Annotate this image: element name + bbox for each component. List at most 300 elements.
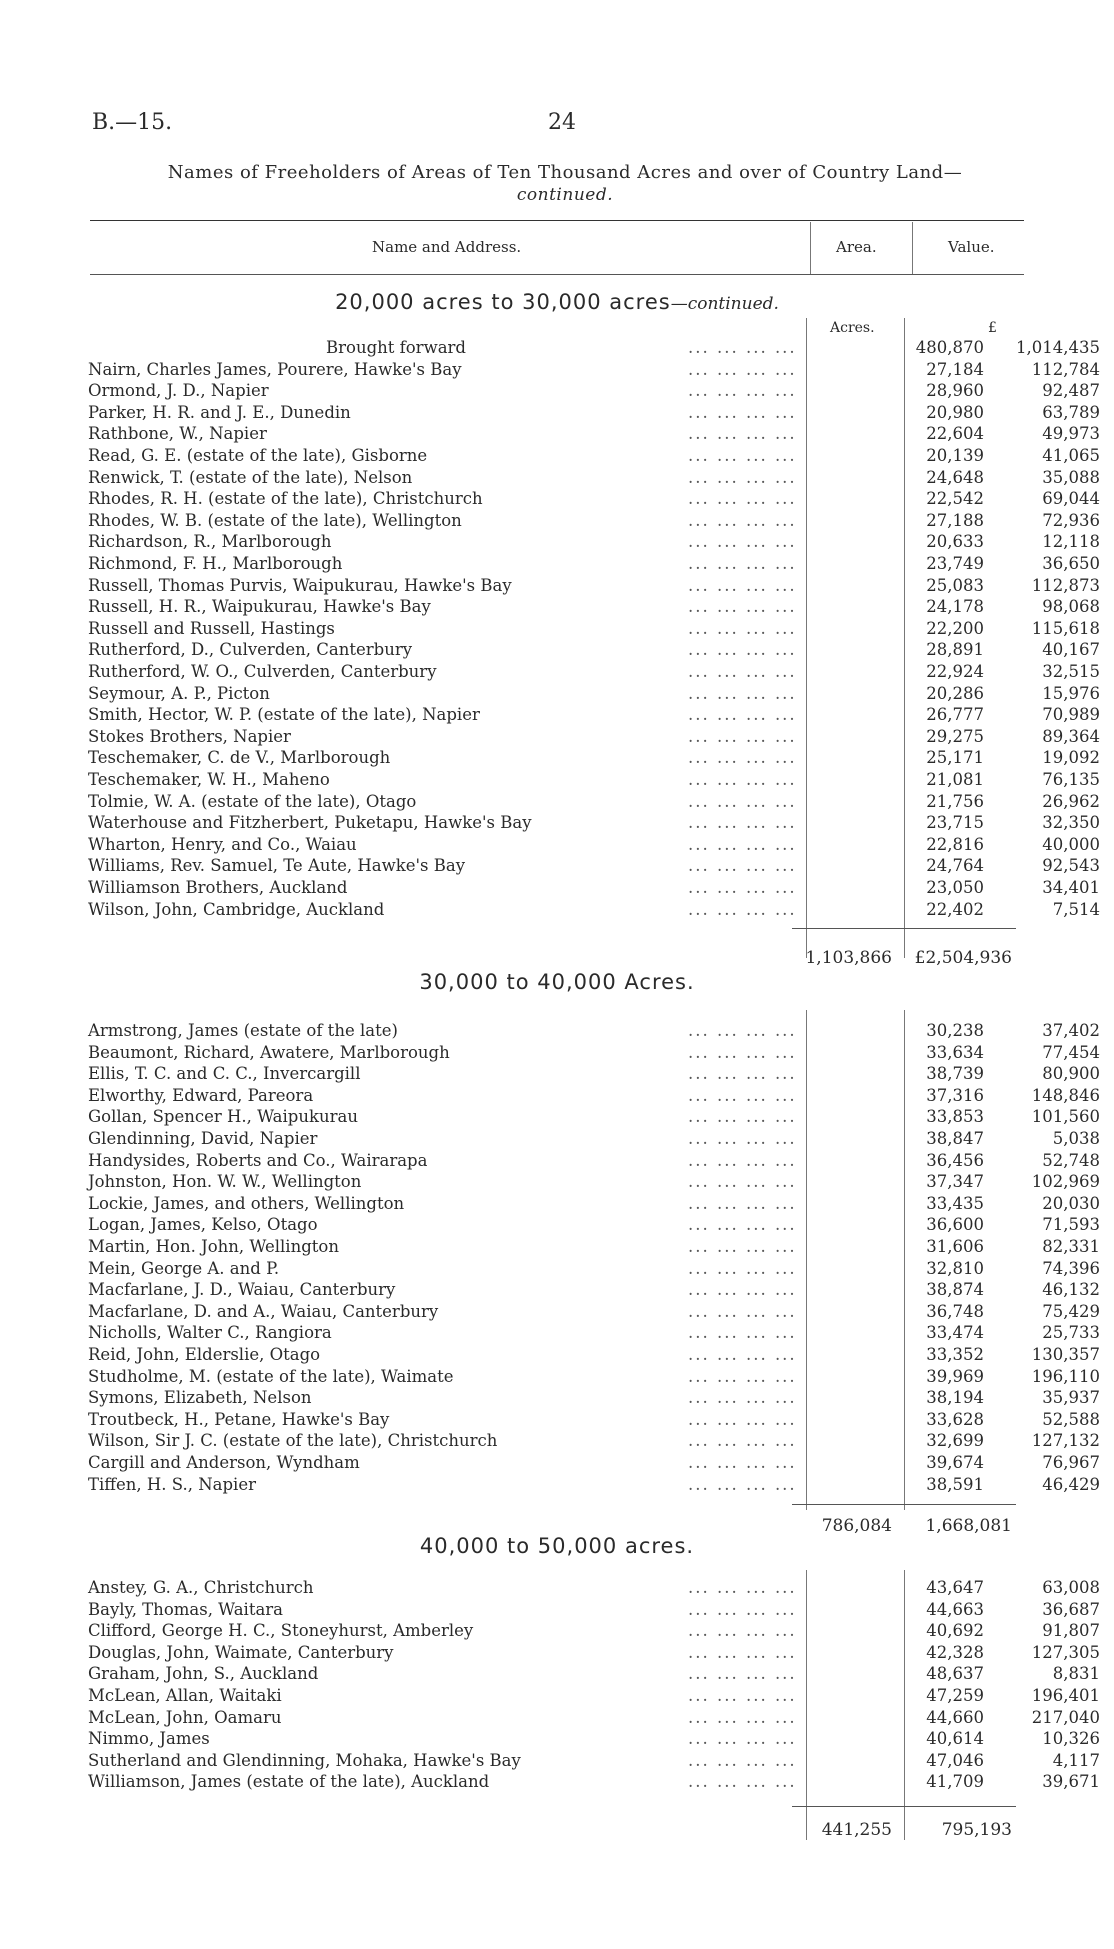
table-row: [88, 1409, 1100, 1431]
table-row: [88, 402, 1100, 424]
leader-dots: ... ... ... ...: [688, 1366, 797, 1386]
row-value: 89,364: [1042, 726, 1100, 746]
row-name: Ormond, J. D., Napier: [88, 381, 269, 401]
table-row: [88, 1236, 1100, 1258]
row-name: Glendinning, David, Napier: [88, 1129, 318, 1148]
document-reference: B.—15.: [92, 110, 173, 135]
leader-dots: ... ... ... ...: [688, 662, 797, 681]
row-value: 52,748: [1042, 1150, 1100, 1170]
row-area: 38,591: [926, 1474, 984, 1494]
table-row: [88, 1387, 1100, 1409]
leader-dots: ... ... ... ...: [688, 1107, 797, 1127]
row-area: 27,188: [926, 510, 984, 530]
total-area: 441,255: [821, 1820, 892, 1840]
row-area: 33,352: [926, 1345, 984, 1364]
row-value: 40,000: [1042, 834, 1100, 854]
total-area: 786,084: [821, 1516, 892, 1536]
row-name: Sutherland and Glendinning, Mohaka, Hawke's Bay: [88, 1750, 521, 1770]
row-value: 115,618: [1031, 618, 1100, 638]
row-name: Beaumont, Richard, Awatere, Marlborough: [88, 1042, 450, 1062]
row-value: 130,357: [1031, 1345, 1100, 1364]
table-row: [88, 1685, 1100, 1707]
table-row: [88, 1258, 1100, 1280]
row-value: 52,588: [1042, 1409, 1100, 1429]
row-area: 25,171: [926, 748, 984, 768]
section-title: [0, 1534, 1114, 1558]
row-area: 33,474: [926, 1323, 984, 1343]
leader-dots: ... ... ... ...: [688, 575, 797, 595]
header-value: Value.: [948, 238, 995, 256]
leader-dots: ... ... ... ...: [688, 899, 797, 919]
total-rule: [792, 928, 1016, 929]
row-name: Rhodes, W. B. (estate of the late), Wellington: [88, 510, 462, 530]
row-area: 23,050: [926, 878, 984, 897]
row-value: 8,831: [1052, 1664, 1100, 1684]
row-value: 4,117: [1052, 1750, 1100, 1770]
row-value: 72,936: [1042, 510, 1100, 530]
leader-dots: ... ... ... ...: [688, 834, 797, 854]
table-row: [88, 1171, 1100, 1193]
row-value: 102,969: [1031, 1172, 1100, 1192]
row-value: 92,487: [1042, 381, 1100, 401]
row-value: 36,687: [1042, 1599, 1100, 1619]
leader-dots: ... ... ... ...: [688, 1085, 797, 1105]
row-name: Richardson, R., Marlborough: [88, 532, 332, 552]
leader-dots: ... ... ... ...: [688, 683, 797, 703]
row-name: Martin, Hon. John, Wellington: [88, 1237, 339, 1256]
row-value: 70,989: [1042, 705, 1100, 725]
row-value: 37,402: [1042, 1021, 1100, 1040]
row-value: 76,135: [1042, 770, 1100, 789]
row-name: Brought forward: [326, 338, 466, 357]
row-area: 33,628: [926, 1409, 984, 1429]
row-name: Ellis, T. C. and C. C., Invercargill: [88, 1064, 361, 1084]
row-name: Anstey, G. A., Christchurch: [88, 1578, 314, 1597]
row-area: 39,969: [926, 1366, 984, 1386]
row-name: Parker, H. R. and J. E., Dunedin: [88, 402, 351, 422]
row-value: 217,040: [1031, 1707, 1100, 1727]
row-area: 39,674: [926, 1453, 984, 1472]
row-area: 38,739: [926, 1064, 984, 1084]
total-rule: [792, 1504, 1016, 1505]
row-area: 33,634: [926, 1042, 984, 1062]
row-area: 48,637: [926, 1664, 984, 1684]
row-value: 40,167: [1042, 640, 1100, 660]
units-area: Acres.: [830, 320, 875, 336]
row-area: 37,316: [926, 1085, 984, 1105]
table-row: [88, 899, 1100, 921]
row-name: Cargill and Anderson, Wyndham: [88, 1453, 360, 1472]
leader-dots: ... ... ... ...: [688, 1707, 797, 1727]
leader-dots: ... ... ... ...: [688, 1215, 797, 1235]
row-value: 80,900: [1042, 1064, 1100, 1084]
row-value: 75,429: [1042, 1301, 1100, 1321]
table-row: [88, 488, 1100, 510]
row-area: 23,715: [926, 813, 984, 833]
leader-dots: ... ... ... ...: [688, 878, 797, 897]
row-name: Reid, John, Elderslie, Otago: [88, 1345, 321, 1364]
row-area: 44,660: [926, 1707, 984, 1727]
section-title-suffix: —continued.: [670, 294, 779, 314]
leader-dots: ... ... ... ...: [688, 1453, 797, 1472]
row-area: 31,606: [926, 1237, 984, 1256]
row-area: 25,083: [926, 575, 984, 595]
row-name: Clifford, George H. C., Stoneyhurst, Amberley: [88, 1621, 474, 1641]
row-area: 29,275: [926, 726, 984, 746]
leader-dots: ... ... ... ...: [688, 791, 797, 811]
row-name: Williams, Rev. Samuel, Te Aute, Hawke's Bay: [88, 856, 466, 876]
leader-dots: ... ... ... ...: [688, 1409, 797, 1429]
row-value: 35,088: [1042, 467, 1100, 487]
table-row: [88, 1085, 1100, 1107]
row-area: 44,663: [926, 1599, 984, 1619]
leader-dots: ... ... ... ...: [688, 1621, 797, 1641]
row-value: 34,401: [1042, 878, 1100, 897]
title-text: Names of Freeholders of Areas of Ten Thousand Acres and over of Country Land—: [167, 162, 963, 183]
leader-dots: ... ... ... ...: [688, 532, 797, 552]
table-row: [88, 1577, 1100, 1599]
leader-dots: ... ... ... ...: [688, 726, 797, 746]
leader-dots: ... ... ... ...: [688, 1193, 797, 1213]
row-area: 47,259: [926, 1686, 984, 1705]
header-area: Area.: [836, 238, 877, 256]
table-row: [88, 1214, 1100, 1236]
row-value: 46,132: [1042, 1280, 1100, 1300]
row-name: Graham, John, S., Auckland: [88, 1664, 319, 1684]
row-area: 43,647: [926, 1578, 984, 1597]
table-row: [88, 467, 1100, 489]
table-row: [88, 791, 1100, 813]
leader-dots: ... ... ... ...: [688, 1021, 797, 1040]
row-value: 10,326: [1042, 1729, 1100, 1749]
table-row: [88, 1020, 1100, 1042]
table-row: [88, 359, 1100, 381]
table-row: [88, 1063, 1100, 1085]
table-row: [88, 639, 1100, 661]
row-value: 19,092: [1042, 748, 1100, 768]
row-value: 63,008: [1042, 1578, 1100, 1597]
leader-dots: ... ... ... ...: [688, 1258, 797, 1278]
header-top-rule: [90, 220, 1024, 221]
table-row: [88, 1750, 1100, 1772]
leader-dots: ... ... ... ...: [688, 1772, 797, 1792]
table-row: [88, 1322, 1100, 1344]
leader-dots: ... ... ... ...: [688, 813, 797, 833]
row-area: 23,749: [926, 554, 984, 573]
row-name: Wilson, Sir J. C. (estate of the late), Christchurch: [88, 1431, 498, 1451]
leader-dots: ... ... ... ...: [688, 402, 797, 422]
row-area: 33,435: [926, 1193, 984, 1213]
leader-dots: ... ... ... ...: [688, 489, 797, 509]
total-rule: [792, 1806, 1016, 1807]
header-bottom-rule: [90, 274, 1024, 275]
table-row: [88, 553, 1100, 575]
table-row: [88, 1474, 1100, 1496]
row-value: 82,331: [1042, 1237, 1100, 1256]
row-name: Smith, Hector, W. P. (estate of the late), Napier: [88, 705, 480, 725]
table-row: [88, 423, 1100, 445]
leader-dots: ... ... ... ...: [688, 705, 797, 725]
table-row: [88, 1430, 1100, 1452]
row-area: 36,456: [926, 1150, 984, 1170]
leader-dots: ... ... ... ...: [688, 1064, 797, 1084]
row-value: 196,110: [1031, 1366, 1100, 1386]
header-divider-2: [912, 222, 913, 274]
leader-dots: ... ... ... ...: [688, 1474, 797, 1494]
row-name: McLean, Allan, Waitaki: [88, 1686, 282, 1705]
row-area: 27,184: [926, 359, 984, 379]
row-area: 20,633: [926, 532, 984, 552]
row-value: 77,454: [1042, 1042, 1100, 1062]
row-area: 22,542: [926, 489, 984, 509]
row-area: 41,709: [926, 1772, 984, 1792]
row-area: 38,874: [926, 1280, 984, 1300]
row-name: Wharton, Henry, and Co., Waiau: [88, 834, 357, 854]
table-row: [88, 683, 1100, 705]
leader-dots: ... ... ... ...: [688, 381, 797, 401]
row-area: 28,891: [926, 640, 984, 660]
table-row: [88, 596, 1100, 618]
row-name: Williamson Brothers, Auckland: [88, 878, 348, 897]
row-value: 92,543: [1042, 856, 1100, 876]
row-area: 30,238: [926, 1021, 984, 1040]
row-name: Williamson, James (estate of the late), Auckland: [88, 1772, 490, 1792]
row-value: 196,401: [1031, 1686, 1100, 1705]
leader-dots: ... ... ... ...: [688, 1642, 797, 1662]
row-area: 480,870: [915, 338, 984, 357]
row-value: 26,962: [1042, 791, 1100, 811]
row-name: McLean, John, Oamaru: [88, 1707, 282, 1727]
leader-dots: ... ... ... ...: [688, 1750, 797, 1770]
table-row: [88, 704, 1100, 726]
row-name: Logan, James, Kelso, Otago: [88, 1215, 318, 1235]
row-area: 33,853: [926, 1107, 984, 1127]
leader-dots: ... ... ... ...: [688, 1323, 797, 1343]
table-row: [88, 1279, 1100, 1301]
table-row: [88, 337, 1100, 359]
leader-dots: ... ... ... ...: [688, 1129, 797, 1148]
leader-dots: ... ... ... ...: [688, 1172, 797, 1192]
row-name: Teschemaker, C. de V., Marlborough: [88, 748, 391, 768]
row-value: 74,396: [1042, 1258, 1100, 1278]
row-name: Rutherford, W. O., Culverden, Canterbury: [88, 662, 437, 681]
table-row: [88, 1106, 1100, 1128]
row-value: 20,030: [1042, 1193, 1100, 1213]
table-row: [88, 1042, 1100, 1064]
leader-dots: ... ... ... ...: [688, 1431, 797, 1451]
leader-dots: ... ... ... ...: [688, 338, 797, 357]
row-area: 32,699: [926, 1431, 984, 1451]
leader-dots: ... ... ... ...: [688, 1042, 797, 1062]
leader-dots: ... ... ... ...: [688, 1237, 797, 1256]
row-name: Tiffen, H. S., Napier: [88, 1474, 256, 1494]
section-title-text: 40,000 to 50,000 acres.: [419, 1534, 695, 1558]
row-value: 112,784: [1031, 359, 1100, 379]
table-row: [88, 1728, 1100, 1750]
row-value: 71,593: [1042, 1215, 1100, 1235]
section-title: [0, 970, 1114, 994]
leader-dots: ... ... ... ...: [688, 424, 797, 444]
row-value: 49,973: [1042, 424, 1100, 444]
section-title: [0, 290, 1114, 314]
row-value: 5,038: [1052, 1129, 1100, 1148]
row-area: 22,924: [926, 662, 984, 681]
table-row: [88, 834, 1100, 856]
table-row: [88, 877, 1100, 899]
row-name: Symons, Elizabeth, Nelson: [88, 1388, 312, 1408]
row-value: 39,671: [1042, 1772, 1100, 1792]
row-name: Macfarlane, D. and A., Waiau, Canterbury: [88, 1301, 439, 1321]
row-name: Nairn, Charles James, Pourere, Hawke's Bay: [88, 359, 462, 379]
leader-dots: ... ... ... ...: [688, 618, 797, 638]
page-number: 24: [548, 110, 576, 135]
row-value: 25,733: [1042, 1323, 1100, 1343]
header-divider-1: [810, 222, 811, 274]
header-name: Name and Address.: [372, 238, 522, 256]
row-name: Wilson, John, Cambridge, Auckland: [88, 899, 385, 919]
row-area: 36,600: [926, 1215, 984, 1235]
row-name: Douglas, John, Waimate, Canterbury: [88, 1642, 394, 1662]
table-row: [88, 1366, 1100, 1388]
table-row: [88, 747, 1100, 769]
row-value: 41,065: [1042, 446, 1100, 465]
leader-dots: ... ... ... ...: [688, 1599, 797, 1619]
leader-dots: ... ... ... ...: [688, 446, 797, 465]
row-name: Elworthy, Edward, Pareora: [88, 1085, 314, 1105]
leader-dots: ... ... ... ...: [688, 1280, 797, 1300]
leader-dots: ... ... ... ...: [688, 1686, 797, 1705]
row-value: 1,014,435: [1016, 338, 1100, 357]
row-area: 20,139: [926, 446, 984, 465]
leader-dots: ... ... ... ...: [688, 467, 797, 487]
row-area: 20,980: [926, 402, 984, 422]
table-row: [88, 380, 1100, 402]
row-area: 24,764: [926, 856, 984, 876]
table-row: [88, 812, 1100, 834]
row-name: Handysides, Roberts and Co., Wairarapa: [88, 1150, 428, 1170]
row-area: 36,748: [926, 1301, 984, 1321]
row-area: 22,200: [926, 618, 984, 638]
row-name: Read, G. E. (estate of the late), Gisborne: [88, 446, 428, 465]
table-row: [88, 1128, 1100, 1150]
table-row: [88, 618, 1100, 640]
row-value: 127,305: [1031, 1642, 1100, 1662]
leader-dots: ... ... ... ...: [688, 554, 797, 573]
table-row: [88, 531, 1100, 553]
row-value: 36,650: [1042, 554, 1100, 573]
row-name: Gollan, Spencer H., Waipukurau: [88, 1107, 358, 1127]
row-area: 42,328: [926, 1642, 984, 1662]
total-value: 795,193: [941, 1820, 1012, 1840]
table-row: [88, 1452, 1100, 1474]
row-value: 76,967: [1042, 1453, 1100, 1472]
row-name: Rathbone, W., Napier: [88, 424, 267, 444]
title-continued: continued.: [516, 185, 614, 205]
row-name: Stokes Brothers, Napier: [88, 726, 291, 746]
leader-dots: ... ... ... ...: [688, 1150, 797, 1170]
row-area: 47,046: [926, 1750, 984, 1770]
table-row: [88, 1707, 1100, 1729]
row-name: Russell and Russell, Hastings: [88, 618, 335, 638]
total-area: 1,103,866: [805, 948, 892, 968]
row-area: 38,847: [926, 1129, 984, 1148]
leader-dots: ... ... ... ...: [688, 510, 797, 530]
row-value: 127,132: [1031, 1431, 1100, 1451]
leader-dots: ... ... ... ...: [688, 1301, 797, 1321]
row-name: Bayly, Thomas, Waitara: [88, 1599, 284, 1619]
table-row: [88, 575, 1100, 597]
table-row: [88, 1771, 1100, 1793]
section-title-text: 30,000 to 40,000 Acres.: [419, 970, 695, 994]
table-row: [88, 1193, 1100, 1215]
table-row: [88, 769, 1100, 791]
leader-dots: ... ... ... ...: [688, 597, 797, 617]
row-name: Armstrong, James (estate of the late): [88, 1021, 398, 1040]
table-row: [88, 510, 1100, 532]
row-name: Johnston, Hon. W. W., Wellington: [88, 1172, 362, 1192]
table-row: [88, 1301, 1100, 1323]
row-name: Mein, George A. and P.: [88, 1258, 280, 1278]
row-name: Russell, H. R., Waipukurau, Hawke's Bay: [88, 597, 431, 617]
table-row: [88, 855, 1100, 877]
row-area: 24,178: [926, 597, 984, 617]
table-row: [88, 445, 1100, 467]
leader-dots: ... ... ... ...: [688, 856, 797, 876]
row-name: Seymour, A. P., Picton: [88, 683, 270, 703]
leader-dots: ... ... ... ...: [688, 1578, 797, 1597]
row-name: Troutbeck, H., Petane, Hawke's Bay: [88, 1409, 390, 1429]
row-value: 69,044: [1042, 489, 1100, 509]
row-area: 22,402: [926, 899, 984, 919]
leader-dots: ... ... ... ...: [688, 1388, 797, 1408]
table-row: [88, 726, 1100, 748]
row-area: 40,614: [926, 1729, 984, 1749]
row-value: 15,976: [1042, 683, 1100, 703]
row-name: Richmond, F. H., Marlborough: [88, 554, 343, 573]
table-row: [88, 1150, 1100, 1172]
table-row: [88, 1642, 1100, 1664]
row-area: 21,756: [926, 791, 984, 811]
row-value: 46,429: [1042, 1474, 1100, 1494]
row-area: 37,347: [926, 1172, 984, 1192]
units-value: £: [988, 320, 997, 336]
leader-dots: ... ... ... ...: [688, 1729, 797, 1749]
row-value: 98,068: [1042, 597, 1100, 617]
row-name: Teschemaker, W. H., Maheno: [88, 770, 330, 789]
row-name: Nicholls, Walter C., Rangiora: [88, 1323, 332, 1343]
row-name: Studholme, M. (estate of the late), Waimate: [88, 1366, 454, 1386]
row-area: 22,816: [926, 834, 984, 854]
table-row: [88, 1599, 1100, 1621]
row-name: Waterhouse and Fitzherbert, Puketapu, Hawke's Bay: [88, 813, 532, 833]
leader-dots: ... ... ... ...: [688, 748, 797, 768]
row-area: 28,960: [926, 381, 984, 401]
page-title: [90, 162, 1040, 206]
row-area: 22,604: [926, 424, 984, 444]
leader-dots: ... ... ... ...: [688, 1345, 797, 1364]
row-value: 101,560: [1031, 1107, 1100, 1127]
row-name: Rhodes, R. H. (estate of the late), Christchurch: [88, 489, 483, 509]
row-area: 38,194: [926, 1388, 984, 1408]
row-value: 112,873: [1031, 575, 1100, 595]
row-area: 24,648: [926, 467, 984, 487]
row-name: Nimmo, James: [88, 1729, 210, 1749]
row-area: 26,777: [926, 705, 984, 725]
row-value: 32,350: [1042, 813, 1100, 833]
row-area: 20,286: [926, 683, 984, 703]
row-area: 32,810: [926, 1258, 984, 1278]
table-row: [88, 1344, 1100, 1366]
